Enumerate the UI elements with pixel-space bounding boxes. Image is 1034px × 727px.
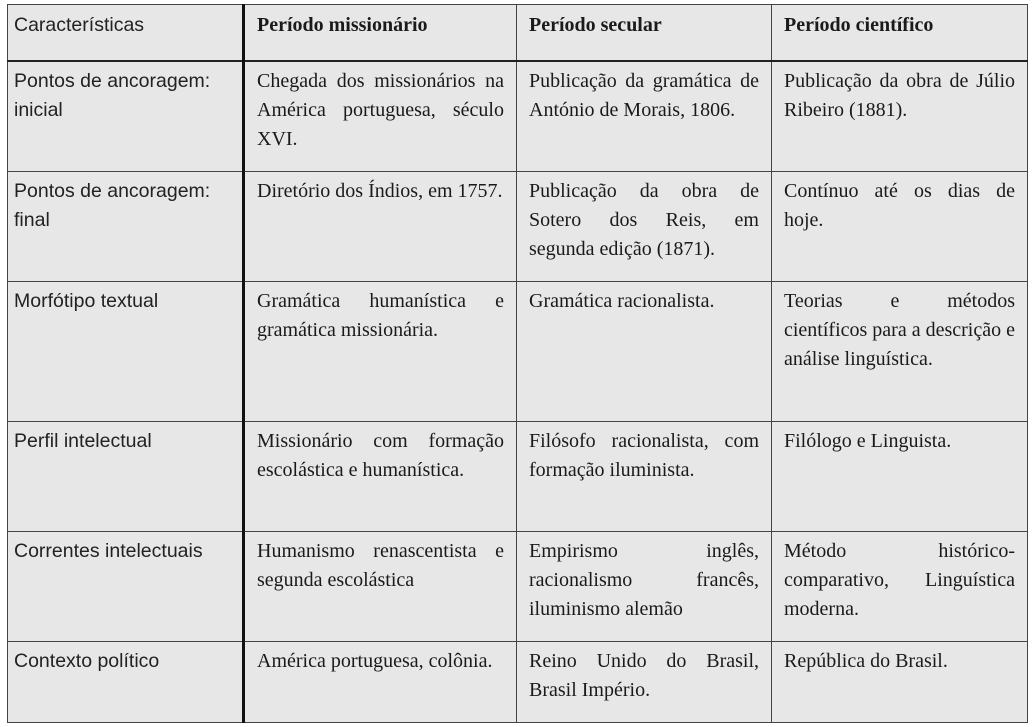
table-cell: Diretório dos Índios, em 1757. [244, 172, 517, 282]
table-cell: Gramática humanística e gramática missionária. [244, 282, 517, 422]
header-periodo-cientifico: Período científico [772, 5, 1028, 62]
table-cell: Publicação da obra de Sotero dos Reis, em segunda edição (1871). [517, 172, 772, 282]
table-row [8, 422, 1028, 532]
table-cell: Filósofo racionalista, com formação iluminista. [517, 422, 772, 532]
row-label: Contexto político [8, 642, 244, 723]
table-row [8, 532, 1028, 642]
row-label: Correntes intelectuais [8, 532, 244, 642]
table-cell: Reino Unido do Brasil, Brasil Império. [517, 642, 772, 723]
table-cell: República do Brasil. [772, 642, 1028, 723]
table-cell: Método histórico-comparativo, Linguística moderna. [772, 532, 1028, 642]
row-label: Perfil intelectual [8, 422, 244, 532]
table-cell: Missionário com formação escolástica e humanística. [244, 422, 517, 532]
header-caracteristicas: Características [8, 5, 244, 62]
table-cell: Contínuo até os dias de hoje. [772, 172, 1028, 282]
table-cell: Filólogo e Linguista. [772, 422, 1028, 532]
table-cell: Publicação da gramática de António de Morais, 1806. [517, 61, 772, 172]
header-periodo-missionario: Período missionário [244, 5, 517, 62]
table-cell: Chegada dos missionários na América portuguesa, século XVI. [244, 61, 517, 172]
table-header-row [8, 5, 1028, 62]
table-row [8, 642, 1028, 723]
table-cell: Humanismo renascentista e segunda escolástica [244, 532, 517, 642]
table-cell: Gramática racionalista. [517, 282, 772, 422]
table-row [8, 172, 1028, 282]
table-row [8, 282, 1028, 422]
row-label: Pontos de ancoragem: inicial [8, 61, 244, 172]
periodization-table [7, 4, 1028, 723]
row-label: Pontos de ancoragem: final [8, 172, 244, 282]
table-row [8, 61, 1028, 172]
row-label: Morfótipo textual [8, 282, 244, 422]
table-cell: Teorias e métodos científicos para a descrição e análise linguística. [772, 282, 1028, 422]
header-periodo-secular: Período secular [517, 5, 772, 62]
table-cell: Publicação da obra de Júlio Ribeiro (1881). [772, 61, 1028, 172]
table-cell: América portuguesa, colônia. [244, 642, 517, 723]
table-cell: Empirismo inglês, racionalismo francês, iluminismo alemão [517, 532, 772, 642]
